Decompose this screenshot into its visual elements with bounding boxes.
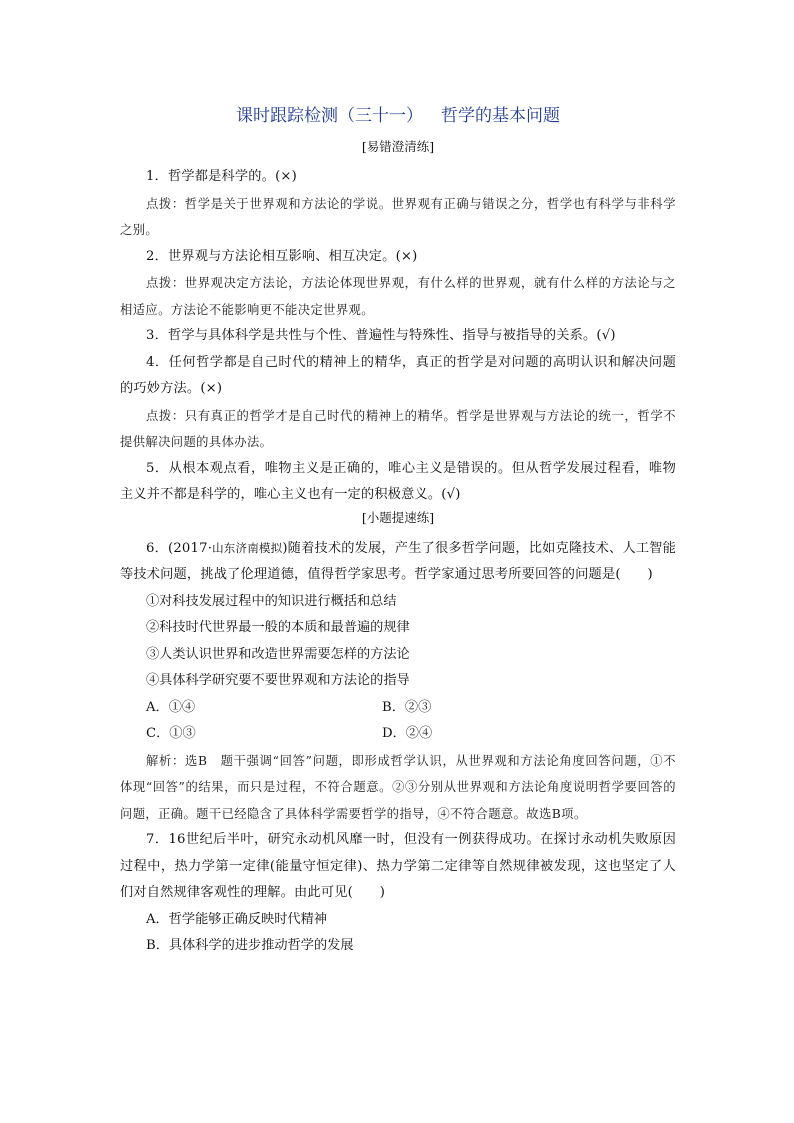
question-2: 2．世界观与方法论相互影响、相互决定。(×) — [146, 248, 418, 264]
option-a: A．①④ — [146, 699, 196, 715]
question-6-item-4: ④具体科学研究要不要世界观和方法论的指导 — [146, 673, 410, 688]
question-7-option-b: B．具体科学的进步推动哲学的发展 — [146, 938, 354, 953]
question-4-note: 点拨：只有真正的哲学才是自己时代的精神上的精华。哲学是世界观与方法论的统一，哲学不提供解决问题的具体办法。 — [120, 408, 676, 449]
question-1: 1．哲学都是科学的。(×) — [146, 169, 298, 184]
question-6-options-row-2 — [120, 721, 676, 748]
question-4: 4．任何哲学都是自己时代的精神上的精华，真正的哲学是对问题的高明认识和解决问题的巧妙方法。(×) — [120, 354, 676, 396]
document-page — [120, 104, 676, 960]
title-sub: 哲学的基本问题 — [441, 106, 560, 126]
section-heading-quick: [小题提速练] — [361, 509, 435, 525]
question-6-prefix: 6．(2017· — [146, 540, 213, 556]
question-3: 3．哲学与具体科学是共性与个性、普遍性与特殊性、指导与被指导的关系。(√) — [146, 328, 616, 343]
question-5: 5．从根本观点看，唯物主义是正确的，唯心主义是错误的。但从哲学发展过程看，唯物主义并不都是科学的，唯心主义也有一定的积极意义。(√) — [120, 460, 676, 502]
question-6-options-row-1 — [120, 695, 676, 722]
question-2-note: 点拨：世界观决定方法论，方法论体现世界观，有什么样的世界观，就有什么样的方法论与之相适应。方法论不能影响更不能决定世界观。 — [120, 276, 676, 317]
question-6-source: 山东济南模拟 — [212, 540, 283, 555]
title-main: 课时跟踪检测（三十一） — [236, 106, 423, 126]
option-d: D．②④ — [382, 726, 433, 741]
question-7-option-a: A．哲学能够正确反映时代精神 — [146, 911, 327, 927]
question-6-stem: )随着技术的发展，产生了很多哲学问题，比如克隆技术、人工智能等技术问题，挑战了伦理道德，值得哲学家思考。哲学家通过思考所要回答的问题是( ) — [120, 540, 677, 582]
question-1-note: 点拨：哲学是关于世界观和方法论的学说。世界观有正确与错误之分，哲学也有科学与非科学之别。 — [120, 196, 676, 237]
question-6-item-1: ①对科技发展过程中的知识进行概括和总结 — [146, 593, 397, 609]
question-6-item-2: ②科技时代世界最一般的本质和最普遍的规律 — [146, 620, 410, 635]
question-6-item-3: ③人类认识世界和改造世界需要怎样的方法论 — [146, 646, 410, 662]
question-6-analysis: 解析：选B 题干强调“回答”问题，即形成哲学认识，从世界观和方法论角度回答问题，①不体现“回答”的结果，而只是过程，不符合题意。②③分别从世界观和方法论角度说明哲学要回答的问题，正确。题干已经隐含了具体科学需要哲学的指导，④不符合题意。故选B项。 — [120, 753, 676, 821]
option-c: C．①③ — [146, 726, 196, 741]
question-7: 7．16世纪后半叶，研究永动机风靡一时，但没有一例获得成功。在探讨永动机失败原因过程中，热力学第一定律(能量守恒定律)、热力学第二定律等自然规律被发现，这也坚定了人们对自然规律客观性的理解。由此可见( ) — [120, 832, 676, 900]
section-heading-errors: [易错澄清练] — [361, 139, 435, 154]
option-b: B．②③ — [382, 699, 432, 715]
question-6 — [120, 535, 676, 589]
page-title — [120, 104, 676, 128]
